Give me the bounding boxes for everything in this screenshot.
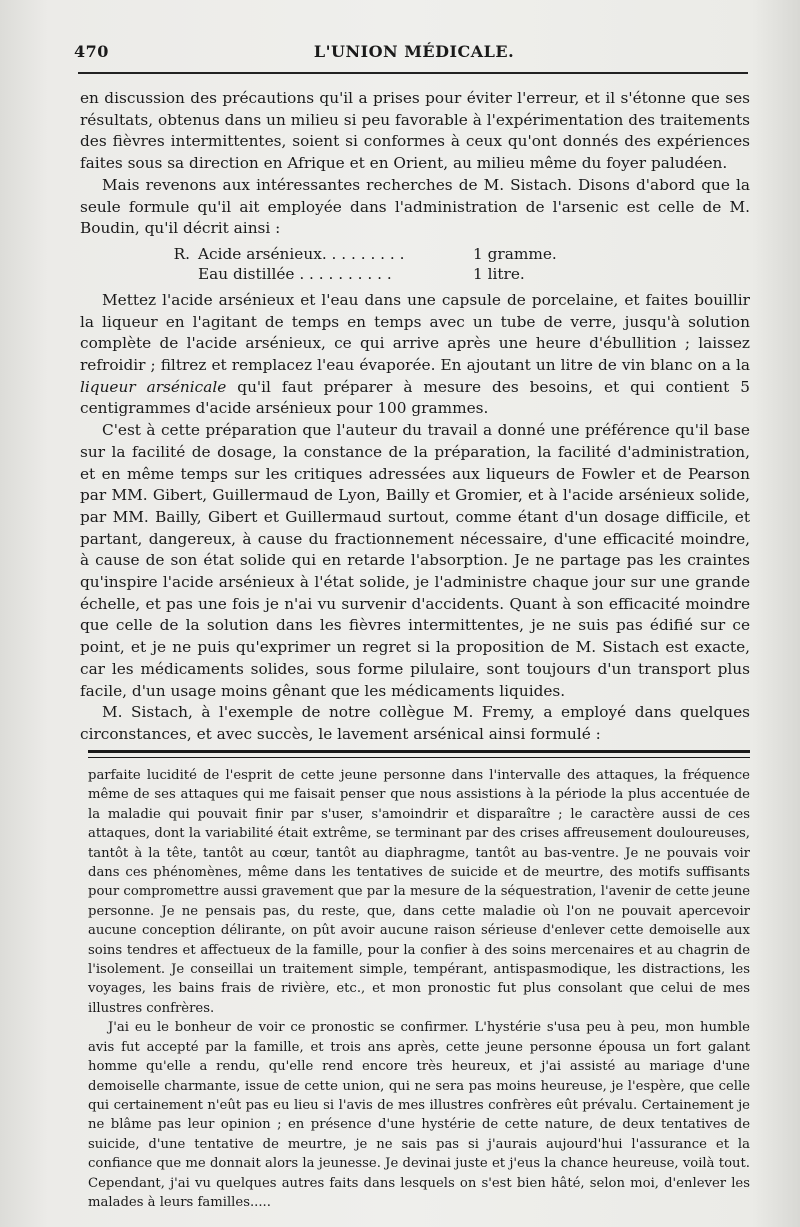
paragraph-1: en discussion des précautions qu'il a prises pour éviter l'erreur, et il s'étonne que ses résultats, obtenus dans un milieu si peu favorable à l'expérimentation des traitements des fièvres intermittentes, soient si conformes à ceux qu'ont donnés des expériences faites sous sa direction en Afrique et en Orient, au milieu même du foyer paludéen. xyxy=(80,89,750,173)
italic-term: liqueur arsénicale xyxy=(80,377,227,396)
footnote-text xyxy=(88,766,750,1212)
paragraph-5: M. Sistach, à l'exemple de notre collègue M. Fremy, a employé dans quelques circonstances, et avec succès, le lavement arsénical ainsi formulé : xyxy=(80,703,750,743)
paragraph-3: Mettez l'acide arsénieux et l'eau dans une capsule de porcelaine, et faites bouillir la liqueur en l'agitant de temps en temps avec un tube de verre, jusqu'à solution complète de l'acide arsénieux, ce qui arrive après une heure d'ébullition ; laissez refroidir ; filtrez et remplacez l'eau évaporée. En ajoutant un litre de vin blanc on a la liqueur arsénicale qu'il faut préparer à mesure des besoins, et qui contient 5 centigrammes d'acide arsénieux pour 100 grammes. xyxy=(80,290,750,418)
page-header xyxy=(74,42,750,66)
footnote-paragraph-1: parfaite lucidité de l'esprit de cette jeune personne dans l'intervalle des attaques, la fréquence même de ses attaques qui me faisait penser que nous assistions à la période la plus accentuée de la maladie qui pouvait finir par s'user, s'amoindrir et disparaître ; le caractère aussi de ces attaques, dont la variabilité était extrême, se terminant par des crises affreusement douloureuses, tantôt à la tête, tantôt au cœur, tantôt au diaphragme, tantôt au bas-ventre. Je ne pouvais voir dans ces phénomènes, même dans les tentatives de suicide et de meurtre, des motifs suffisants pour compromettre aussi gravement que par la mesure de la séquestration, l'avenir de cette jeune personne. Je ne pensais pas, du reste, que, dans cette maladie où l'on ne pouvait apercevoir aucune conception délirante, on pût avoir aucune raison sérieuse d'enlever cette demoiselle aux soins tendres et affectueux de la famille, pour la confier à des soins mercenaires et au chagrin de l'isolement. Je conseillai un traitement simple, tempérant, antispasmodique, les distractions, les voyages, les bains frais de rivière, etc., et mon pronostic fut plus consolant que celui de mes illustres confrères. xyxy=(88,768,750,1016)
main-text xyxy=(80,88,750,746)
paragraph-4: C'est à cette préparation que l'auteur du travail a donné une préférence qu'il base sur la facilité de dosage, la constance de la préparation, la facilité d'administration, et en même temps sur les critiques adressées aux liqueurs de Fowler et de Pearson par MM. Gibert, Guillermaud de Lyon, Bailly et Gromier, et à l'acide arsénieux solide, par MM. Bailly, Gibert et Guillermaud surtout, comme étant d'un dosage difficile, et partant, dangereux, à cause du fractionnement nécessaire, d'une efficacité moindre, à cause de son état solide qui en retarde l'absorption. Je ne partage pas les craintes qu'inspire l'acide arsénieux à l'état solide, je l'administre chaque jour sur une grande échelle, et pas une fois je n'ai vu survenir d'accidents. Quant à son efficacité moindre que celle de la solution dans les fièvres intermittentes, je ne suis pas édifié sur ce point, et je ne puis qu'exprimer un regret si la proposition de M. Sistach est exacte, car les médicaments solides, sous forme pilulaire, sont toujours d'un transport plus facile, d'un usage moins gênant que les médicaments liquides. xyxy=(80,421,750,700)
formula-row-1 xyxy=(80,244,750,264)
footnote-paragraph-2: J'ai eu le bonheur de voir ce pronostic se confirmer. L'hystérie s'usa peu à peu, mon humble avis fut accepté par la famille, et trois ans après, cette jeune personne épousa un fort galant homme qu'elle a rendu, qu'elle rend encore très heureux, et j'ai assisté au mariage d'une demoiselle charmante, issue de cette union, qui ne sera pas moins heureuse, je l'espère, que celle qui certainement n'eût pas eu lieu si l'avis de mes illustres confrères eût prévalu. Certainement je ne blâme pas leur opinion ; en présence d'une hystérie de cette nature, de deux tentatives de suicide, d'une tentative de meurtre, je ne sais pas si j'aurais aujourd'hui l'assurance et la confiance que me donnait alors la jeunesse. Je devinai juste et j'eus la chance heureuse, voilà tout. Cependant, j'ai vu quelques autres faits dans lesquels on s'est bien hâté, selon moi, d'enlever les malades à leurs familles..... xyxy=(88,1020,750,1210)
footnote-separator xyxy=(88,750,750,758)
formula-quantity-1: 1 gramme. xyxy=(473,244,557,263)
page-number: 470 xyxy=(74,42,109,61)
formula-ingredient-2: Eau distillée . . . . . . . . . . xyxy=(198,264,392,283)
formula-row-2 xyxy=(80,264,750,284)
formula-ingredient-1: Acide arsénieux. . . . . . . . . xyxy=(198,244,405,263)
paragraph-2: Mais revenons aux intéressantes recherches de M. Sistach. Disons d'abord que la seule formule qu'il ait employée dans l'administration de l'arsenic est celle de M. Boudin, qu'il décrit ainsi : xyxy=(80,175,750,238)
formula-quantity-2: 1 litre. xyxy=(473,264,525,283)
formula-block xyxy=(80,244,750,284)
header-rule xyxy=(78,72,748,74)
running-title: L'UNION MÉDICALE. xyxy=(313,42,515,61)
formula-recipe-mark: R. xyxy=(173,244,190,263)
